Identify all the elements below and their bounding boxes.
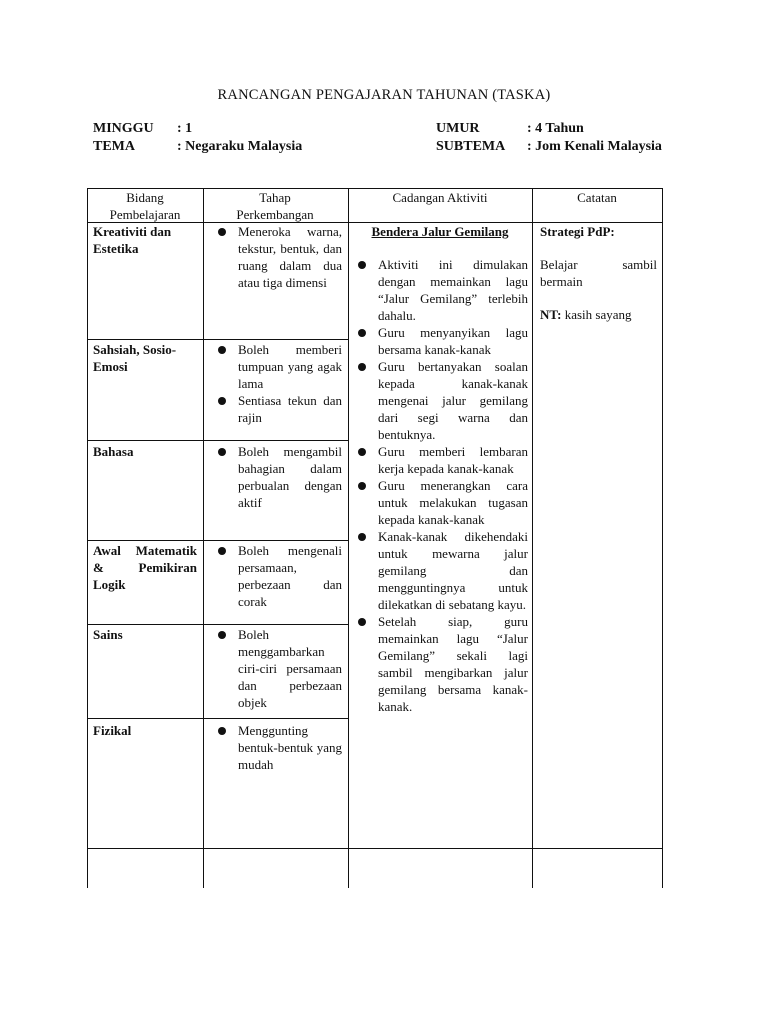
bidang-label: Awal Matematik & Pemikiran Logik [93, 543, 197, 592]
tema-label: TEMA [93, 139, 135, 154]
subtema-row [436, 139, 662, 155]
aktiviti-title: Bendera Jalur Gemilang [371, 224, 509, 239]
umur-value: : 4 Tahun [527, 121, 584, 136]
bidang-label: Bahasa [93, 444, 134, 459]
subtema-label: SUBTEMA [436, 139, 506, 154]
bidang-cell [93, 223, 197, 257]
tema-value: : Negaraku Malaysia [177, 139, 303, 154]
bidang-label: Sahsiah, Sosio-Emosi [93, 342, 177, 374]
row-divider [87, 540, 349, 541]
bidang-cell [93, 443, 197, 460]
aktiviti-item: Kanak-kanak dikehendaki untuk mewarna jalur gemilang dan mengguntingnya untuk dilekatkan di sebatang kayu. [352, 528, 528, 613]
tahap-item: Boleh menggambarkan ciri-ciri persamaan dan perbezaan objek [212, 626, 342, 711]
nt-line [540, 306, 657, 323]
tahap-item: Meneroka warna, tekstur, bentuk, dan ruang dalam dua atau tiga dimensi [212, 223, 342, 291]
aktiviti-item: Aktiviti ini dimulakan dengan memainkan lagu “Jalur Gemilang” terlebih dahalu. [352, 256, 528, 324]
aktiviti-item: Guru memberi lembaran kerja kepada kanak-kanak [352, 443, 528, 477]
umur-row [436, 121, 584, 137]
tahap-cell [212, 722, 342, 773]
aktiviti-item: Guru menyanyikan lagu bersama kanak-kanak [352, 324, 528, 358]
table-border-right [662, 188, 663, 888]
header-bidang: Bidang Pembelajaran [109, 190, 181, 222]
row-divider [87, 440, 349, 441]
minggu-value: : 1 [177, 121, 193, 136]
bidang-label: Sains [93, 627, 123, 642]
subtema-value: : Jom Kenali Malaysia [527, 139, 662, 154]
tahap-cell [212, 341, 342, 426]
minggu-row [93, 121, 192, 137]
table-border-left [87, 188, 88, 888]
aktiviti-item: Setelah siap, guru memainkan lagu “Jalur Gemilang” sekali lagi sambil mengibarkan jalur gemilang bersama kanak-kanak. [352, 613, 528, 715]
tahap-cell [212, 443, 342, 511]
strategi-value: Belajar sambil bermain [540, 257, 657, 289]
aktiviti-cell [352, 223, 528, 715]
aktiviti-item: Guru menerangkan cara untuk melakukan tugasan kepada kanak-kanak [352, 477, 528, 528]
document-title: RANCANGAN PENGAJARAN TAHUNAN (TASKA) [217, 87, 551, 103]
tahap-item: Boleh mengenali persamaan, perbezaan dan corak [212, 542, 342, 610]
header-catatan: Catatan [577, 190, 617, 205]
umur-label: UMUR [436, 121, 480, 136]
header-tahap: Tahap Perkembangan [236, 190, 314, 222]
bidang-cell [93, 626, 197, 643]
column-divider-2 [348, 188, 349, 888]
tema-row [93, 139, 302, 155]
tahap-item: Boleh mengambil bahagian dalam perbualan dengan aktif [212, 443, 342, 511]
row-divider [87, 339, 349, 340]
aktiviti-item: Guru bertanyakan soalan kepada kanak-kanak mengenai jalur gemilang dari segi warna dan bentuknya. [352, 358, 528, 443]
tahap-item: Menggunting bentuk-bentuk yang mudah [212, 722, 342, 773]
catatan-cell [540, 223, 657, 323]
tahap-cell [212, 223, 342, 291]
bidang-cell [93, 722, 197, 739]
row-divider [87, 624, 349, 625]
minggu-label: MINGGU [93, 121, 154, 136]
bidang-cell [93, 542, 197, 593]
row-divider [87, 718, 349, 719]
tahap-cell [212, 626, 342, 711]
column-divider-3 [532, 188, 533, 888]
last-row-rule [87, 848, 663, 849]
column-divider-1 [203, 188, 204, 888]
tahap-item: Sentiasa tekun dan rajin [212, 392, 342, 426]
nt-label: NT: [540, 307, 562, 322]
bidang-label: Fizikal [93, 723, 132, 738]
bidang-label: Kreativiti dan Estetika [93, 224, 172, 256]
header-cadangan: Cadangan Aktiviti [392, 190, 488, 205]
tahap-cell [212, 542, 342, 610]
strategi-label: Strategi PdP: [540, 224, 615, 239]
nt-value: kasih sayang [561, 307, 632, 322]
tahap-item: Boleh memberi tumpuan yang agak lama [212, 341, 342, 392]
bidang-cell [93, 341, 183, 375]
